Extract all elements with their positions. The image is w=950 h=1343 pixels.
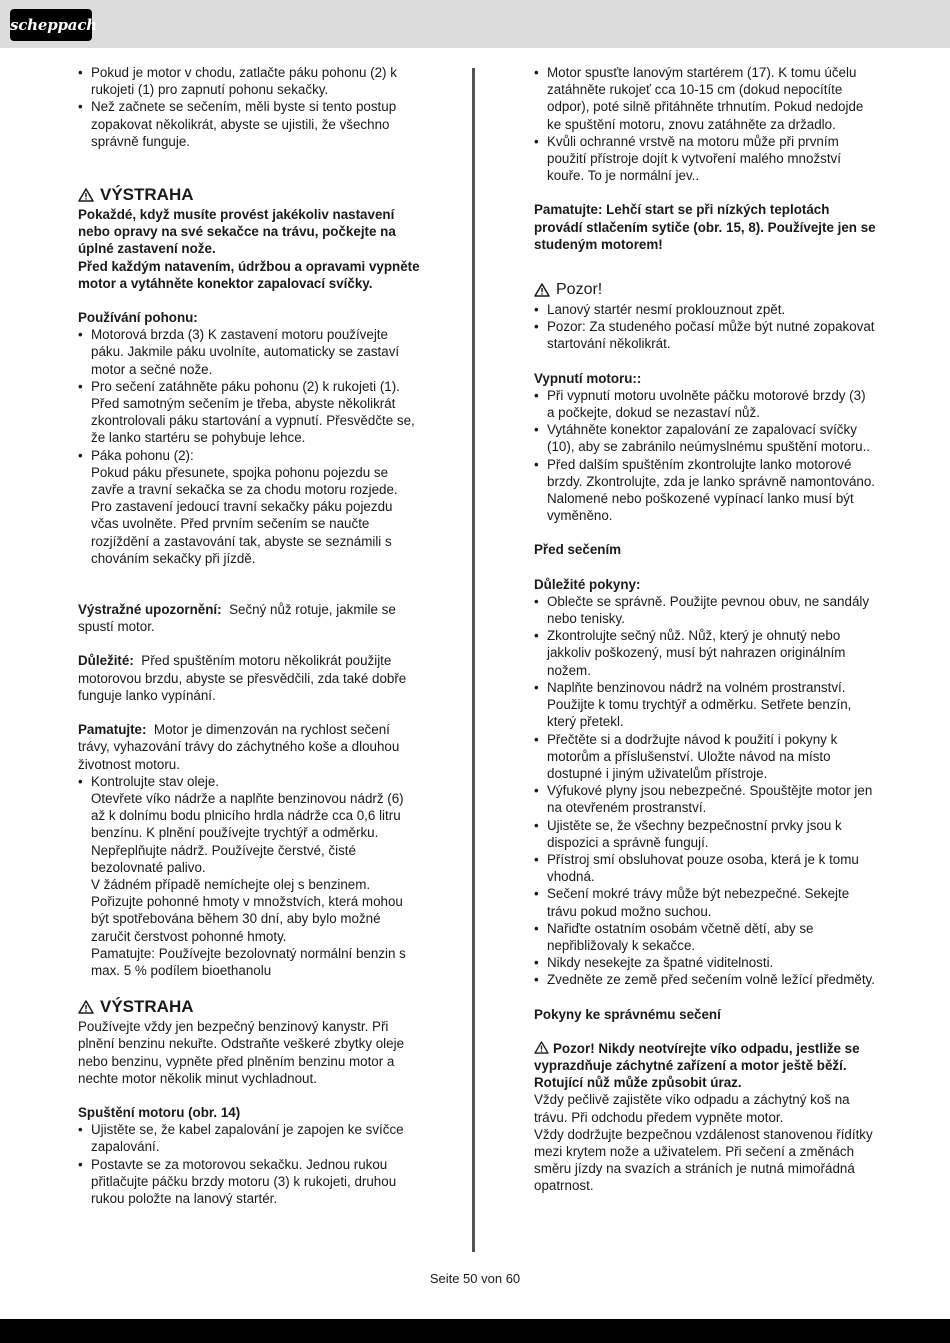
list-item: • Oblečte se správně. Použijte pevnou obuv, ne sandály nebo tenisky. <box>534 593 876 627</box>
left-column <box>78 64 420 1207</box>
remember-bold: Pamatujte: Lehčí start se při nízkých teplotách provádí stlačením sytiče (obr. 15, 8). Používejte jen se studeným motorem! <box>534 202 876 252</box>
warning-triangle-icon <box>534 283 550 297</box>
stop-list <box>534 387 876 525</box>
list-item: • Při vypnutí motoru uvolněte páčku motorové brzdy (3) a počkejte, dokud se nezastaví nůž. <box>534 387 876 421</box>
notice-label: Výstražné upozornění: <box>78 602 222 618</box>
list-item: • Vytáhněte konektor zapalování ze zapalovací svíčky (10), aby se zabránilo neúmyslnému spuštění motoru.. <box>534 421 876 455</box>
warning-heading <box>78 996 420 1018</box>
warning-triangle-icon <box>78 1000 94 1014</box>
section-heading: Vypnutí motoru:: <box>534 370 642 386</box>
list-item: • Zvedněte ze země před sečením volně ležící předměty. <box>534 971 876 988</box>
list-item <box>78 447 420 567</box>
list-item: • Ujistěte se, že všechny bezpečnostní prvky jsou k dispozici a správně fungují. <box>534 817 876 851</box>
section-heading: Pokyny ke správnému sečení <box>534 1006 721 1022</box>
list-item: • Pozor: Za studeného počasí může být nutné zopakovat startování několikrát. <box>534 318 876 352</box>
list-item: • Sečení mokré trávy může být nebezpečné. Sekejte trávu pokud možno suchou. <box>534 885 876 919</box>
list-item-text: Pokud páku přesunete, spojka pohonu pojezdu se zavře a travní sekačka se za chodu motoru rozjede. Pro zastavení jedoucí travní sekačky páku pojezdu včas uvolněte. Před prvním sečením se naučte rozjíždění a zastavování tak, abyste se seznámili s chováním sekačky při jízdě. <box>91 464 398 566</box>
start-list <box>78 1121 420 1207</box>
list-item: • Pro sečení zatáhněte páku pohonu (2) k rukojeti (1). Před samotným sečením je třeba, abyste několikrát zkontrolovali páku startování a vypnutí. Přesvědčte se, že lanko startéru se pohybuje lehce. <box>78 378 420 447</box>
remember-label: Pamatujte: <box>78 722 147 738</box>
caution-bold-paragraph <box>534 1040 876 1092</box>
warning-text: Před každým natavením, údržbou a opravami vypněte motor a vytáhněte konektor zapalovací svíčky. <box>78 258 420 291</box>
list-item <box>78 773 420 979</box>
warning-text: Pokaždé, když musíte provést jakékoliv nastavení nebo opravy na své sekačce na trávu, počkejte na úplné zastavení nože. <box>78 207 396 257</box>
list-item: • Než začnete se sečením, měli byste si tento postup zopakovat několikrát, abyste se ujistili, že všechno správně funguje. <box>78 98 420 150</box>
paragraph: Vždy pečlivě zajistěte víko odpadu a záchytný koš na trávu. Při odchodu předem vypněte motor. <box>534 1092 850 1125</box>
list-item: • Motor spusťte lanovým startérem (17). K tomu účelu zatáhněte rukojeť cca 10-15 cm (dokud nepocítíte odpor), poté silně přitáhněte trhnutím. Pokud nedojde ke spuštění motoru, znovu zatáhněte za držadlo. <box>534 64 876 133</box>
caution-list <box>534 301 876 353</box>
warning-text: Používejte vždy jen bezpečný benzinový kanystr. Při plnění benzinu nekuřte. Odstraňte veškeré zbytky oleje nebo benzinu, vypněte před plněním benzinu motor a nechte motor několik minut vychladnout. <box>78 1019 405 1086</box>
oil-list <box>78 773 420 979</box>
section-heading: Spuštění motoru (obr. 14) <box>78 1104 241 1120</box>
list-item: • Postavte se za motorovou sekačku. Jednou rukou přitlačujte páčku brzdy motoru (3) k rukojeti, druhou rukou položte na lanový startér. <box>78 1156 420 1208</box>
list-item: • Výfukové plyny jsou nebezpečné. Spouštějte motor jen na otevřeném prostranství. <box>534 782 876 816</box>
warning-triangle-icon <box>78 188 94 202</box>
important-label: Důležité: <box>78 653 134 669</box>
list-item-text: V žádném případě nemíchejte olej s benzinem. Pořizujte pohonné hmoty v množstvích, která mohou být spotřebována během 30 dní, aby bylo možné zaručit čerstvost pohonné hmoty. <box>91 876 403 944</box>
intro-list <box>78 64 420 150</box>
remember-paragraph <box>78 721 420 773</box>
list-item: • Pokud je motor v chodu, zatlačte páku pohonu (2) k rukojeti (1) pro zapnutí pohonu sekačky. <box>78 64 420 98</box>
section-heading: Používání pohonu: <box>78 310 198 326</box>
brand-logo: scheppach <box>10 9 92 41</box>
list-item: • Přečtěte si a dodržujte návod k použití i pokyny k motorům a příslušenství. Uložte návod na místo dostupné i jiným uživatelům přístroje. <box>534 731 876 783</box>
important-list <box>534 593 876 989</box>
list-item: • Zkontrolujte sečný nůž. Nůž, který je ohnutý nebo jakkoliv poškozený, musí být nahrazen originálním nožem. <box>534 627 876 679</box>
remember-text: Motor je dimenzován na rychlost sečení trávy, vyhazování trávy do záchytného koše a dlouhou životnost motoru. <box>78 722 400 772</box>
caution-bold-text: Pozor! Nikdy neotvírejte víko odpadu, jestliže se vyprazdňuje záchytné zařízení a motor ještě běží. Rotující nůž může způsobit úraz. <box>534 1040 860 1091</box>
drive-list <box>78 326 420 567</box>
list-item: • Přístroj smí obsluhovat pouze osoba, která je k tomu vhodná. <box>534 851 876 885</box>
warning-triangle-icon <box>534 1041 549 1054</box>
notice-paragraph <box>78 601 420 635</box>
paragraph: Vždy dodržujte bezpečnou vzdálenost stanovenou řídítky mezi krytem nože a uživatelem. Při sečení a změnách směru jízdy na svazích a stráních je nutná mimořádná opatrnost. <box>534 1126 873 1194</box>
list-item: • Ujistěte se, že kabel zapalování je zapojen ke svíčce zapalování. <box>78 1121 420 1155</box>
list-item: • Naplňte benzinovou nádrž na volném prostranství. Použijte k tomu trychtýř a odměrku. Setřete benzín, který přetekl. <box>534 679 876 731</box>
caution-title: Pozor! <box>556 281 603 299</box>
column-divider <box>472 68 475 1252</box>
list-item-text: Otevřete víko nádrže a naplňte benzinovou nádrž (6) až k dolnímu bodu plnicího hrdla nádrže cca 0,6 litru benzínu. K plnění používejte trychtýř a odměrku. Nepřeplňujte nádrž. Používejte čerstvé, čisté bezolovnaté palivo. <box>91 790 404 875</box>
list-item: • Motorová brzda (3) K zastavení motoru používejte páku. Jakmile páku uvolníte, automaticky se zastaví motor a sečné nože. <box>78 326 420 378</box>
warning-heading <box>78 184 420 206</box>
page-number: Seite 50 von 60 <box>429 1271 521 1286</box>
right-column <box>534 64 876 1195</box>
section-heading: Před sečením <box>534 542 622 558</box>
important-paragraph <box>78 652 420 704</box>
footer-bar <box>0 1319 950 1343</box>
section-heading: Důležité pokyny: <box>534 576 641 592</box>
list-item: • Nařiďte ostatním osobám včetně dětí, aby se nepřibližovaly k sekačce. <box>534 920 876 954</box>
list-item: • Nikdy nesekejte za špatné viditelnosti. <box>534 954 876 971</box>
caution-heading <box>534 279 876 301</box>
list-item-text: Pamatujte: Používejte bezolovnatý normální benzin s max. 5 % podílem bioethanolu <box>91 945 406 978</box>
start-continued-list <box>534 64 876 184</box>
notice-text: Sečný nůž rotuje, jakmile se spustí motor. <box>78 602 396 635</box>
important-text: Před spuštěním motoru několikrát použijte motorovou brzdu, abyste se přesvědčili, zda také dobře funguje lanko vypínání. <box>78 653 407 703</box>
header-bar <box>0 0 950 48</box>
list-item: • Lanový startér nesmí proklouznout zpět. <box>534 301 876 318</box>
list-item: • Před dalším spuštěním zkontrolujte lanko motorové brzdy. Zkontrolujte, zda je lanko správně namontováno. Nalomené nebo poškozené vypínací lanko musí být vyměněno. <box>534 456 876 525</box>
list-item: • Kvůli ochranné vrstvě na motoru může při prvním použití přístroje dojít k vytvoření malého množství kouře. To je normální jev.. <box>534 133 876 185</box>
list-item-title: • Páka pohonu (2): <box>91 447 194 463</box>
warning-title: VÝSTRAHA <box>100 997 194 1017</box>
list-item-title: • Kontrolujte stav oleje. <box>91 773 220 789</box>
warning-title: VÝSTRAHA <box>100 185 194 205</box>
